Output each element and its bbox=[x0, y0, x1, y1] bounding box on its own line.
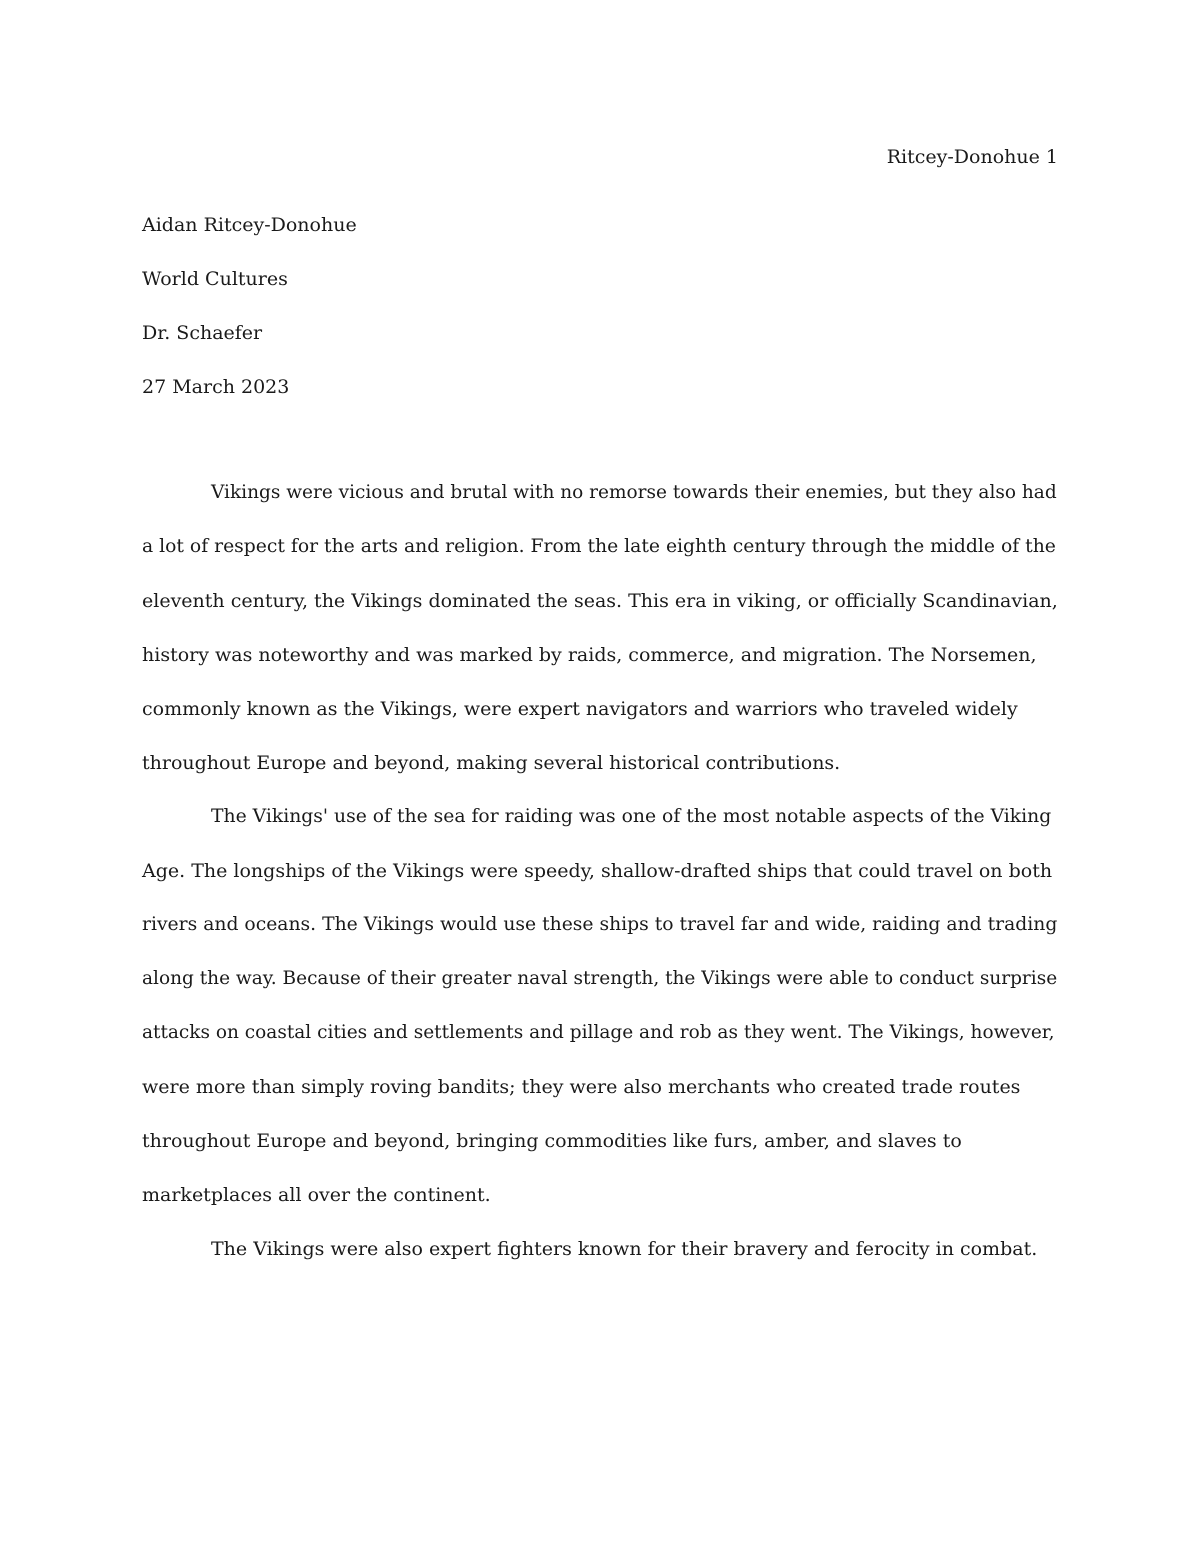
paragraph-line: eleventh century, the Vikings dominated the seas. This era in viking, or officially Scandinavian, bbox=[142, 590, 1058, 612]
paragraph-line: rivers and oceans. The Vikings would use these ships to travel far and wide, raiding and trading bbox=[142, 914, 1058, 935]
mla-heading bbox=[142, 198, 1058, 414]
paragraph-line: attacks on coastal cities and settlements and pillage and rob as they went. The Vikings, however, bbox=[142, 1022, 1055, 1043]
paragraph-line: throughout Europe and beyond, bringing commodities like furs, amber, and slaves to bbox=[142, 1130, 962, 1152]
author-name: Aidan Ritcey-Donohue bbox=[142, 214, 357, 236]
paragraph-line: were more than simply roving bandits; they were also merchants who created trade routes bbox=[142, 1076, 1021, 1098]
essay-body bbox=[142, 466, 1058, 1276]
paragraph-line: The Vikings' use of the sea for raiding was one of the most notable aspects of the Viking bbox=[211, 806, 1052, 827]
essay-date: 27 March 2023 bbox=[142, 376, 290, 398]
course-name: World Cultures bbox=[142, 268, 288, 290]
paragraph-line: throughout Europe and beyond, making several historical contributions. bbox=[142, 752, 841, 774]
paragraph-line: Vikings were vicious and brutal with no remorse towards their enemies, but they also had bbox=[211, 482, 1057, 503]
instructor-name: Dr. Schaefer bbox=[142, 322, 263, 344]
paragraph-line: The Vikings were also expert fighters known for their bravery and ferocity in combat. bbox=[211, 1238, 1038, 1260]
running-header: Ritcey-Donohue 1 bbox=[886, 146, 1058, 168]
paragraph-2 bbox=[142, 790, 1058, 1222]
paragraph-line: Age. The longships of the Vikings were speedy, shallow-drafted ships that could travel on both bbox=[142, 860, 1053, 882]
paragraph-line: a lot of respect for the arts and religion. From the late eighth century through the middle of the bbox=[142, 536, 1056, 557]
paragraph-line: history was noteworthy and was marked by raids, commerce, and migration. The Norsemen, bbox=[142, 644, 1037, 666]
paragraph-line: commonly known as the Vikings, were expert navigators and warriors who traveled widely bbox=[142, 698, 1018, 720]
paragraph-line: along the way. Because of their greater naval strength, the Vikings were able to conduct surprise bbox=[142, 968, 1058, 989]
paragraph-3 bbox=[142, 1222, 1058, 1276]
paragraph-1 bbox=[142, 466, 1058, 790]
paragraph-line: marketplaces all over the continent. bbox=[142, 1184, 491, 1206]
